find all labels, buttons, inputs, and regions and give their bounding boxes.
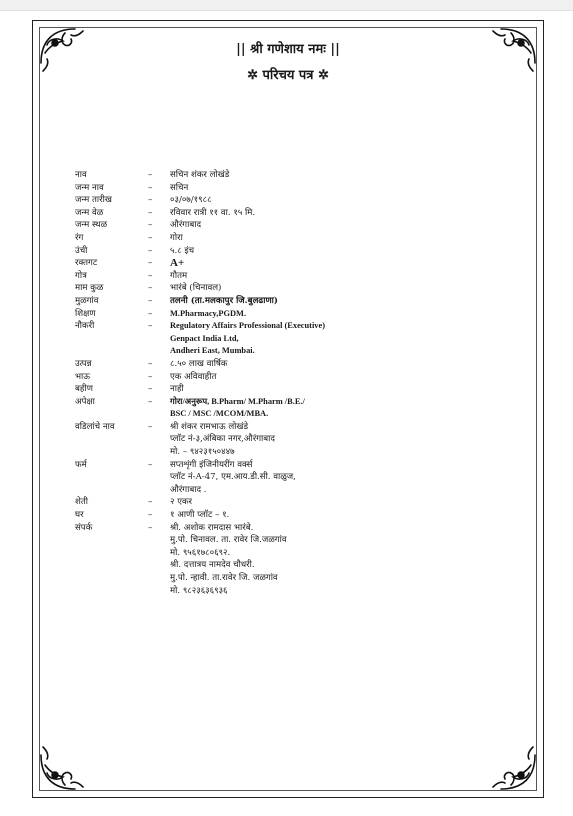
detail-label: उत्पन्न <box>75 358 92 369</box>
detail-separator: – <box>148 170 153 180</box>
detail-row <box>75 459 523 472</box>
detail-value: २ एकर <box>170 497 193 508</box>
detail-value: गोरा <box>170 232 183 243</box>
detail-row <box>75 408 523 421</box>
detail-value: श्री. दत्तात्रय नामदेव चौधरी. <box>170 560 255 571</box>
detail-label: फर्म <box>75 459 87 470</box>
detail-value: रविवार रात्री ११ वा. १५ मि. <box>170 207 256 218</box>
detail-value: ५.८ इंच <box>170 245 195 256</box>
detail-separator <box>148 408 170 421</box>
detail-row <box>75 169 523 182</box>
detail-row <box>75 207 523 220</box>
detail-separator: – <box>148 321 153 332</box>
detail-row <box>75 219 523 232</box>
detail-value: सचिन शंकर लोखंडे <box>170 170 230 180</box>
detail-row <box>75 559 523 572</box>
invocation-heading: || श्री गणेशाय नमः || <box>236 42 340 57</box>
detail-value: नाही <box>170 384 184 395</box>
detail-row <box>75 396 523 409</box>
detail-row <box>75 182 523 195</box>
detail-separator <box>148 534 170 547</box>
browser-top-strip <box>0 0 573 11</box>
detail-label <box>75 446 148 459</box>
corner-ornament-icon <box>481 735 541 795</box>
detail-row <box>75 534 523 547</box>
detail-separator <box>148 446 170 459</box>
detail-separator: – <box>148 220 153 231</box>
detail-label: जन्म तारीख <box>75 195 112 206</box>
detail-label <box>75 433 148 446</box>
detail-separator: – <box>148 195 153 206</box>
detail-label <box>75 484 148 497</box>
detail-separator: – <box>148 245 153 256</box>
detail-label: घर <box>75 510 84 521</box>
detail-label <box>75 534 148 547</box>
detail-label: जन्म स्थळ <box>75 220 108 231</box>
detail-label <box>75 471 148 484</box>
detail-separator <box>148 433 170 446</box>
detail-row <box>75 547 523 560</box>
biodata-details <box>75 169 523 597</box>
detail-value: मु.पो. न्हावी. ता.रावेर जि. जळगांव <box>170 573 278 583</box>
detail-label: जन्म नाव <box>75 182 104 193</box>
detail-label: मुळगांव <box>75 295 99 306</box>
detail-label: गोत्र <box>75 270 87 281</box>
detail-row <box>75 509 523 522</box>
detail-label: नौकरी <box>75 321 95 332</box>
corner-ornament-icon <box>35 735 95 795</box>
detail-separator <box>148 559 170 572</box>
detail-value: भारंबे (चिनावल) <box>170 283 222 294</box>
detail-row <box>75 282 523 295</box>
detail-separator: – <box>148 497 153 508</box>
detail-separator: – <box>148 283 153 294</box>
detail-separator: – <box>148 371 153 382</box>
detail-label: उंची <box>75 245 88 256</box>
detail-value: प्लॉट नं-A-47, एम.आय.डी.सी. वाळुज, <box>170 472 296 483</box>
detail-row <box>75 371 523 384</box>
detail-label <box>75 585 148 598</box>
detail-row <box>75 421 523 434</box>
detail-row <box>75 496 523 509</box>
detail-separator <box>148 484 170 497</box>
detail-value: श्री. अशोक रामदास भारंबे. <box>170 522 254 533</box>
detail-separator: – <box>148 270 153 281</box>
detail-separator: – <box>148 182 153 193</box>
detail-row <box>75 308 523 321</box>
detail-row <box>75 471 523 484</box>
detail-separator: – <box>148 232 153 243</box>
detail-separator: – <box>148 358 153 369</box>
detail-row <box>75 345 523 358</box>
detail-value: Genpact India Ltd, <box>170 333 239 343</box>
detail-value: ८.५० लाख वार्षिक <box>170 358 228 369</box>
detail-separator <box>148 345 170 358</box>
detail-row <box>75 257 523 270</box>
detail-row <box>75 522 523 535</box>
detail-label: शेती <box>75 497 88 508</box>
detail-value: १ आणी प्लॉट – १. <box>170 510 230 521</box>
detail-value: मु.पो. चिनावल. ता. रावेर जि.जळगांव <box>170 535 287 546</box>
detail-value: ०३/०७/१९८८ <box>170 195 212 206</box>
detail-label: वडिलांचे नाव <box>75 421 115 432</box>
detail-value: औरंगाबाद . <box>170 484 207 495</box>
detail-row <box>75 245 523 258</box>
detail-label <box>75 547 148 560</box>
detail-value: Andheri East, Mumbai. <box>170 346 255 356</box>
detail-separator: – <box>148 258 153 269</box>
detail-separator: – <box>148 459 153 470</box>
detail-row <box>75 484 523 497</box>
detail-separator <box>148 585 170 598</box>
detail-label <box>75 559 148 572</box>
detail-separator: – <box>148 295 153 306</box>
detail-row <box>75 446 523 459</box>
detail-row <box>75 194 523 207</box>
detail-separator <box>148 471 170 484</box>
detail-separator: – <box>148 384 153 395</box>
detail-row <box>75 270 523 283</box>
detail-row <box>75 295 523 308</box>
detail-value: सचिन <box>170 182 189 193</box>
detail-label <box>75 333 148 346</box>
page-title: ✲ परिचय पत्र ✲ <box>247 68 329 83</box>
detail-label <box>75 408 148 421</box>
detail-label: अपेक्षा <box>75 396 95 407</box>
detail-value: औरंगाबाद <box>170 220 202 231</box>
detail-separator <box>148 572 170 585</box>
detail-value: श्री शंकर रामभाऊ लोखंडे <box>170 421 249 432</box>
detail-label: संपर्क <box>75 522 93 533</box>
detail-separator: – <box>148 396 153 407</box>
detail-row <box>75 585 523 598</box>
detail-separator: – <box>148 308 153 319</box>
detail-row <box>75 433 523 446</box>
detail-label <box>75 345 148 358</box>
detail-row <box>75 572 523 585</box>
detail-value: एक अविवाहीत <box>170 371 217 382</box>
biodata-page <box>32 20 544 798</box>
detail-label <box>75 572 148 585</box>
detail-separator: – <box>148 522 153 533</box>
detail-label: शिक्षण <box>75 308 96 319</box>
detail-separator: – <box>148 510 153 521</box>
detail-separator <box>148 333 170 346</box>
detail-label: भाऊ <box>75 371 91 382</box>
detail-separator: – <box>148 421 153 432</box>
detail-label: रंग <box>75 232 84 243</box>
detail-value: BSC / MSC /MCOM/MBA. <box>170 409 269 419</box>
detail-value: प्लॉट नं-३,अंबिका नगर,औरंगाबाद <box>170 434 275 445</box>
detail-row <box>75 232 523 245</box>
detail-value: M.Pharmacy,PGDM. <box>170 308 247 318</box>
detail-row <box>75 320 523 333</box>
detail-separator: – <box>148 207 153 218</box>
detail-row <box>75 383 523 396</box>
detail-value: मो. ९५६१७८०६९२. <box>170 547 231 558</box>
detail-label: रक्तगट <box>75 258 98 269</box>
detail-value: मो. – ९४२३१५०४४७ <box>170 447 235 458</box>
detail-value: गौतम <box>170 270 188 281</box>
detail-row <box>75 358 523 371</box>
detail-row <box>75 333 523 346</box>
detail-value: मो. ९८२३६३६९३६ <box>170 585 228 596</box>
detail-value: Regulatory Affairs Professional (Executive) <box>170 321 325 331</box>
detail-value: गोरा/अनुरूप, B.Pharm/ M.Pharm /B.E./ <box>170 396 305 406</box>
detail-separator <box>148 547 170 560</box>
detail-value: सप्तशृंगी इंजिनीयरींग वर्क्स <box>170 459 253 470</box>
detail-label: नाव <box>75 170 87 180</box>
detail-value: तलनी (ता.मलकापुर जि.बुलढाणा) <box>170 295 278 306</box>
detail-label: बहीण <box>75 384 93 395</box>
detail-label: माम कुळ <box>75 283 104 294</box>
detail-value: A+ <box>170 257 185 270</box>
detail-label: जन्म वेळ <box>75 207 104 218</box>
